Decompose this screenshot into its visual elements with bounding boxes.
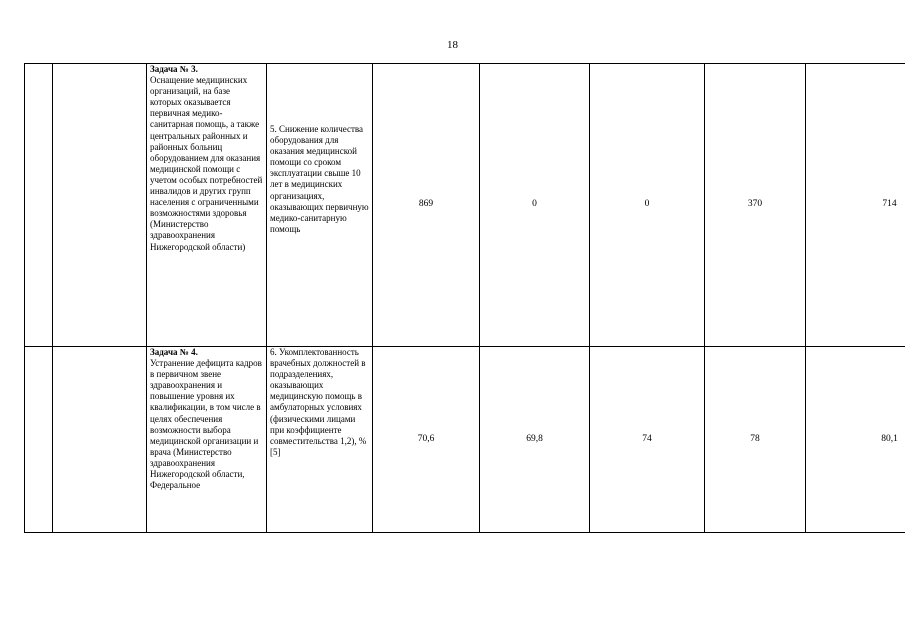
value-cell: 70,6 <box>373 347 480 533</box>
task-description: Устранение дефицита кадров в первичном звене здравоохранения и повышение уровня их квалификации, в том числе в целях обеспечения возможности выбора медицинской организации и врача (Министерство здравоохранения Нижегородской области, Федеральное <box>150 358 262 491</box>
indicator-cell <box>267 347 373 533</box>
value-cell: 78 <box>705 347 806 533</box>
table-row <box>25 64 905 347</box>
value-cell: 869 <box>373 64 480 347</box>
value-cell: 74 <box>590 347 705 533</box>
value-cell: 714 <box>806 64 905 347</box>
empty-cell <box>53 347 147 533</box>
indicator-text: 6. Укомплектованность врачебных должностей в подразделениях, оказывающих медицинскую помощь в амбулаторных условиях (физическими лицами при коэффициенте совместительства 1,2), % [5] <box>270 347 367 457</box>
table-row <box>25 347 905 533</box>
value-cell: 0 <box>480 64 590 347</box>
indicators-table <box>24 63 905 533</box>
indicator-cell <box>267 64 373 347</box>
task-cell <box>147 347 267 533</box>
task-title: Задача № 3. <box>150 64 198 74</box>
empty-cell <box>25 64 53 347</box>
empty-cell <box>25 347 53 533</box>
indicator-text: 5. Снижение количества оборудования для оказания медицинской помощи со сроком эксплуатации свыше 10 лет в медицинских организациях, оказывающих первичную медико-санитарную помощь <box>270 124 369 234</box>
value-cell: 0 <box>590 64 705 347</box>
value-cell: 80,1 <box>806 347 905 533</box>
value-cell: 69,8 <box>480 347 590 533</box>
empty-cell <box>53 64 147 347</box>
task-description: Оснащение медицинских организаций, на базе которых оказывается первичная медико-санитарная помощь, а также центральных районных и районных больниц оборудованием для оказания медицинской помощи с учетом особых потребностей инвалидов и других групп населения с ограниченными возможностями здоровья (Министерство здравоохранения Нижегородской области) <box>150 75 263 252</box>
value-cell: 370 <box>705 64 806 347</box>
task-cell <box>147 64 267 347</box>
task-title: Задача № 4. <box>150 347 198 357</box>
page-number: 18 <box>447 39 458 51</box>
